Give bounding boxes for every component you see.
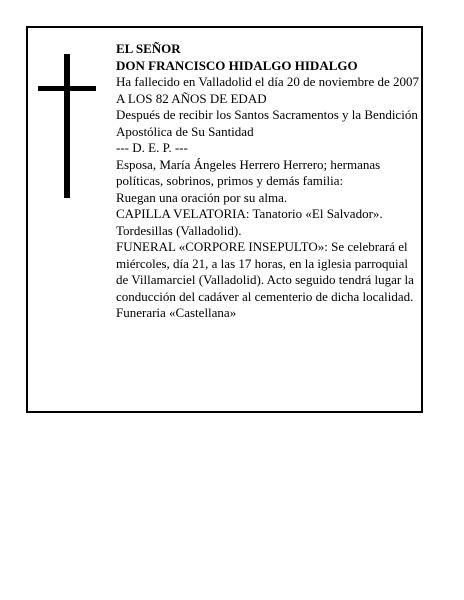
death-info: Ha fallecido en Valladolid el día 20 de noviembre de 2007 xyxy=(116,74,419,89)
notice-body xyxy=(116,41,422,322)
title-line-1: EL SEÑOR xyxy=(116,41,181,56)
chapel-line: CAPILLA VELATORIA: Tanatorio «El Salvador». Tordesillas (Valladolid). xyxy=(116,206,383,238)
deceased-name: DON FRANCISCO HIDALGO HIDALGO xyxy=(116,57,358,73)
age-line: A LOS 82 AÑOS DE EDAD xyxy=(116,90,267,106)
sacraments-line: Después de recibir los Santos Sacramentos y la Bendición Apostólica de Su Santidad xyxy=(116,107,418,139)
cross-horizontal-bar xyxy=(38,86,96,91)
family-line: Esposa, María Ángeles Herrero Herrero; hermanas políticas, sobrinos, primos y demás familia: xyxy=(116,156,381,188)
obituary-notice xyxy=(26,26,423,413)
rip-line: --- D. E. P. --- xyxy=(116,140,188,155)
funeral-line: FUNERAL «CORPORE INSEPULTO»: Se celebrará el miércoles, día 21, a las 17 horas, en la iglesia parroquial de Villamarciel (Valladolid). Acto seguido tendrá lugar la conducción del cadáver al cementerio de dicha localidad. xyxy=(116,239,414,304)
prayer-line: Ruegan una oración por su alma. xyxy=(116,189,288,205)
funeral-home-line: Funeraria «Castellana» xyxy=(116,305,237,320)
cross-vertical-bar xyxy=(64,54,70,198)
cross-icon xyxy=(38,54,96,198)
